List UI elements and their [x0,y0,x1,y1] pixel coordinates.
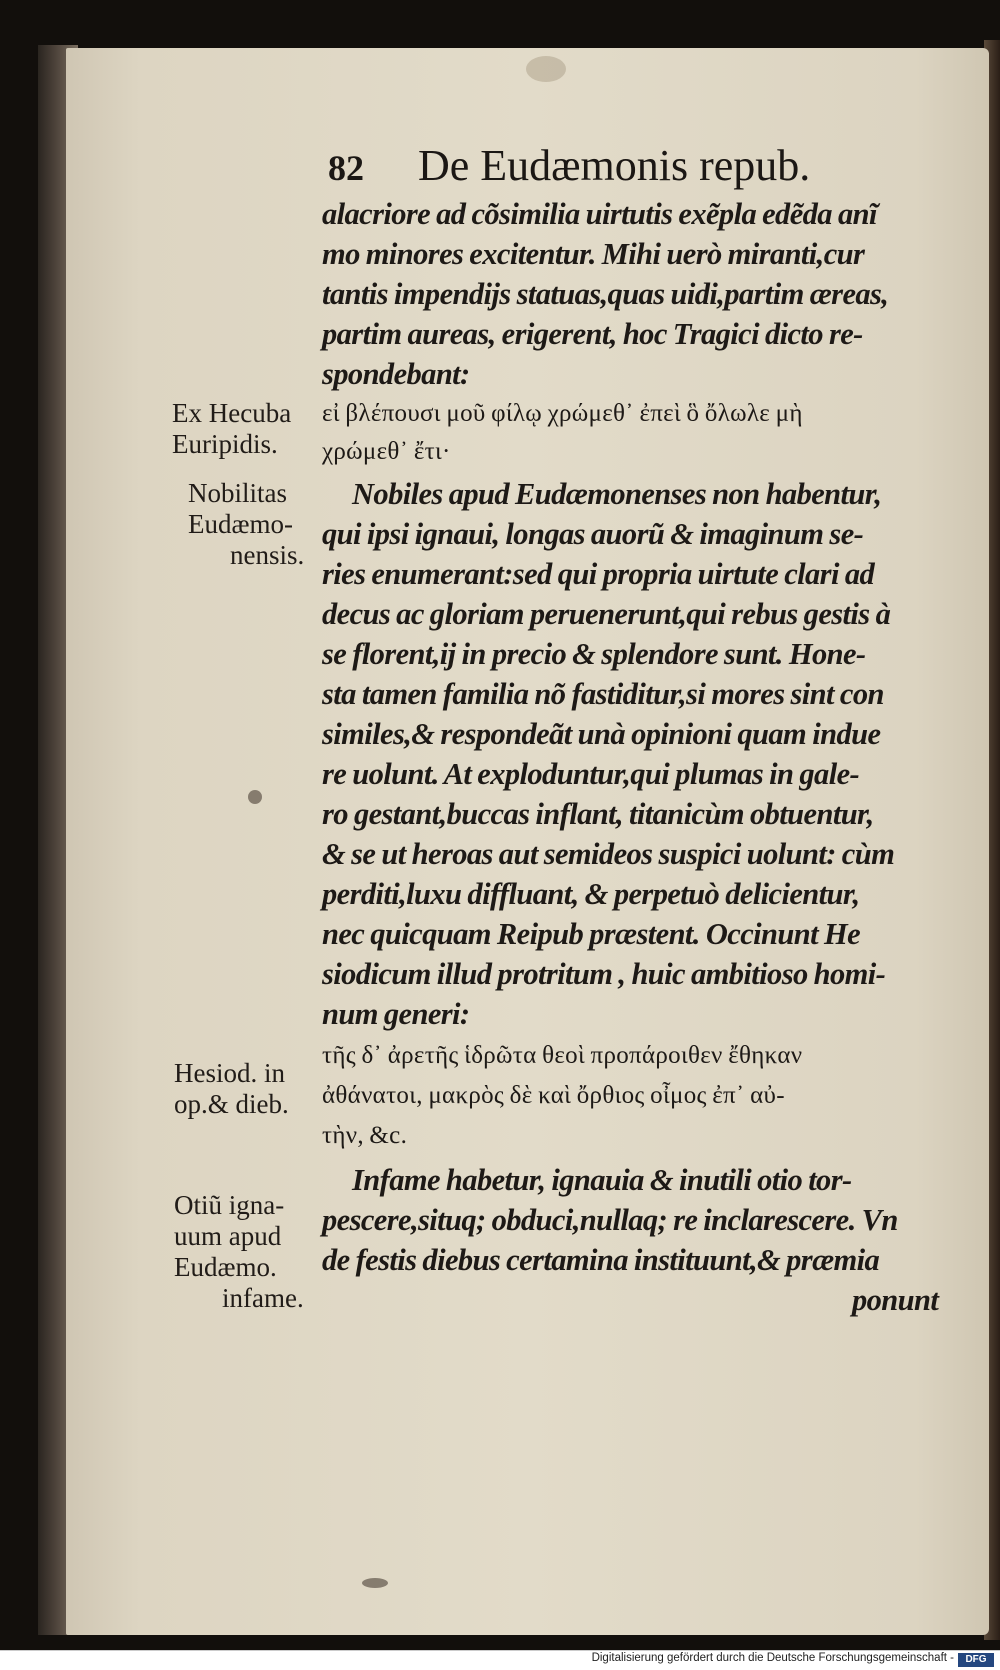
dfg-logo-icon: DFG [958,1653,994,1667]
catchword: ponunt [852,1283,939,1317]
text-line: de festis diebus certamina instituunt,& præmia [322,1243,880,1277]
paper-stain [248,790,262,804]
greek-quote-line: τῆς δ᾽ ἀρετῆς ἱδρῶτα θεοὶ προπάροιθεν ἔθηκαν [322,1042,803,1069]
footer-credit: Digitalisierung gefördert durch die Deutsche Forschungsgemeinschaft - [591,1652,954,1664]
text-line: mo minores excitentur. Mihi uerò miranti,cur [322,237,865,271]
text-line: perditi,luxu diffluant, & perpetuò delicientur, [322,877,860,911]
text-line: pescere,situq; obduci,nullaq; re inclarescere. Vn [322,1203,898,1237]
text-line: siodicum illud protritum , huic ambitioso homi- [322,957,886,991]
text-line: decus ac gloriam peruenerunt,qui rebus gestis à [322,597,891,631]
text-line: Nobiles apud Eudæmonenses non habentur, [352,477,882,511]
text-line: nec quicquam Reipub præstent. Occinunt He [322,917,861,951]
text-line: qui ipsi ignaui, longas auorũ & imaginum se- [322,517,864,551]
text-line: num generi: [322,997,470,1031]
greek-quote-line: ἀθάνατοι, μακρὸς δὲ καὶ ὄρθιος οἶμος ἐπ᾽ αὐ- [322,1082,785,1109]
text-line: & se ut heroas aut semideos suspici uolunt: cùm [322,837,895,871]
margin-note-hesiod: Hesiod. in op.& dieb. [174,1058,289,1119]
paper-stain [526,56,566,82]
text-line: ro gestant,buccas inflant, titanicùm obtuentur, [322,797,874,831]
margin-note-otium: Otiũ igna- uum apud Eudæmo. infame. [174,1190,304,1313]
greek-quote-line: εἰ βλέπουσι μοῦ φίλῳ χρώμεθ᾽ ἐπεὶ ὃ ὄλωλε μὴ [322,400,803,427]
text-line: alacriore ad cõsimilia uirtutis exẽpla edẽda anĩ [322,197,877,231]
margin-note-nobilitas: Nobilitas Eudæmo- nensis. [188,478,305,570]
text-line: similes,& respondeãt unà opinioni quam indue [322,717,881,751]
margin-note-hecuba: Ex Hecuba Euripidis. [172,398,292,459]
running-title: De Eudæmonis repub. [418,141,811,190]
text-line: Infame habetur, ignauia & inutili otio tor- [352,1163,852,1197]
page-number: 82 [328,148,364,188]
digitization-footer [0,1650,1000,1670]
text-line: se florent,ij in precio & splendore sunt. Hone- [322,637,866,671]
text-line: re uolunt. At exploduntur,qui plumas in gale- [322,757,860,791]
text-line: sta tamen familia nõ fastiditur,si mores sint con [322,677,884,711]
paper-stain [362,1578,388,1588]
greek-quote-line: τὴν, &c. [322,1122,408,1149]
text-line: ries enumerant:sed qui propria uirtute clari ad [322,557,875,591]
running-head [328,140,810,200]
text-line: partim aureas, erigerent, hoc Tragici dicto re- [322,317,863,351]
greek-quote-line: χρώμεθ᾽ ἔτι· [322,438,451,465]
text-line: tantis impendijs statuas,quas uidi,partim æreas, [322,277,889,311]
text-line: spondebant: [322,357,470,391]
